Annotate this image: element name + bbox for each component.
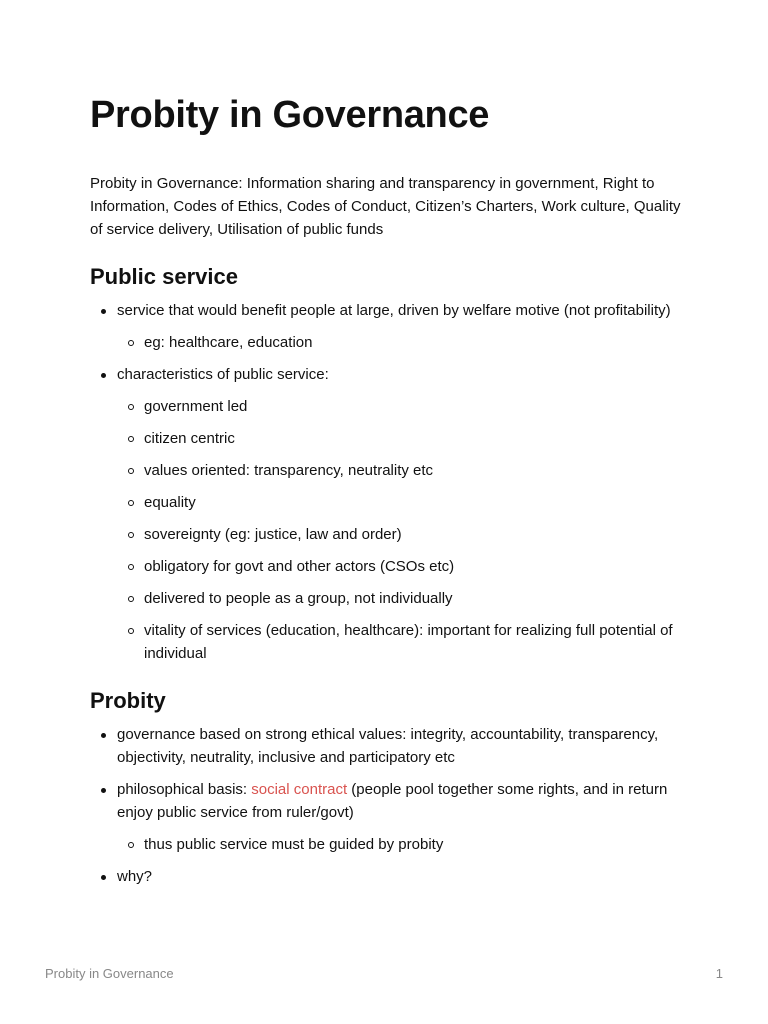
sub-list-item: thus public service must be guided by probity (117, 833, 690, 856)
section-heading-public-service: Public service (90, 264, 238, 289)
sub-list (117, 833, 690, 856)
social-contract-link[interactable]: social contract (251, 781, 348, 798)
list-item: governance based on strong ethical values: integrity, accountability, transparency, objectivity, neutrality, inclusive and participatory etc (90, 723, 690, 769)
section-heading-probity: Probity (90, 688, 166, 713)
intro-paragraph: Probity in Governance: Information sharing and transparency in government, Right to Information, Codes of Ethics, Codes of Conduct, Citizen’s Charters, Work culture, Quality of service delivery, Utilisation of public funds (90, 175, 681, 238)
footer-title: Probity in Governance (45, 966, 174, 981)
probity-section (90, 687, 690, 888)
page-number: 1 (715, 966, 723, 981)
sub-list-item: sovereignty (eg: justice, law and order) (117, 523, 690, 546)
sub-list (117, 395, 690, 665)
list-item: why? (90, 865, 690, 888)
sub-list-item: government led (117, 395, 690, 418)
sub-list-item: delivered to people as a group, not individually (117, 587, 690, 610)
sub-list (117, 331, 690, 354)
list-item-text: characteristics of public service: (117, 366, 329, 383)
list-item-text: service that would benefit people at large, driven by welfare motive (not profitability) (117, 302, 671, 319)
page-title: Probity in Governance (90, 94, 490, 136)
sub-list-item: eg: healthcare, education (117, 331, 690, 354)
list-item-suffix: (people pool together some rights, and in return enjoy public service from ruler/govt) (117, 781, 668, 821)
sub-list-item: equality (117, 491, 690, 514)
list-item (90, 778, 690, 856)
document-page (90, 92, 690, 897)
probity-list (90, 723, 690, 888)
public-service-list (90, 299, 690, 665)
sub-list-item: obligatory for govt and other actors (CSOs etc) (117, 555, 690, 578)
sub-list-item: vitality of services (education, healthcare): important for realizing full potential of individual (117, 619, 690, 665)
list-item-prefix: philosophical basis: (117, 781, 252, 798)
list-item (90, 363, 690, 665)
sub-list-item: values oriented: transparency, neutrality etc (117, 459, 690, 482)
list-item (90, 299, 690, 354)
sub-list-item: citizen centric (117, 427, 690, 450)
